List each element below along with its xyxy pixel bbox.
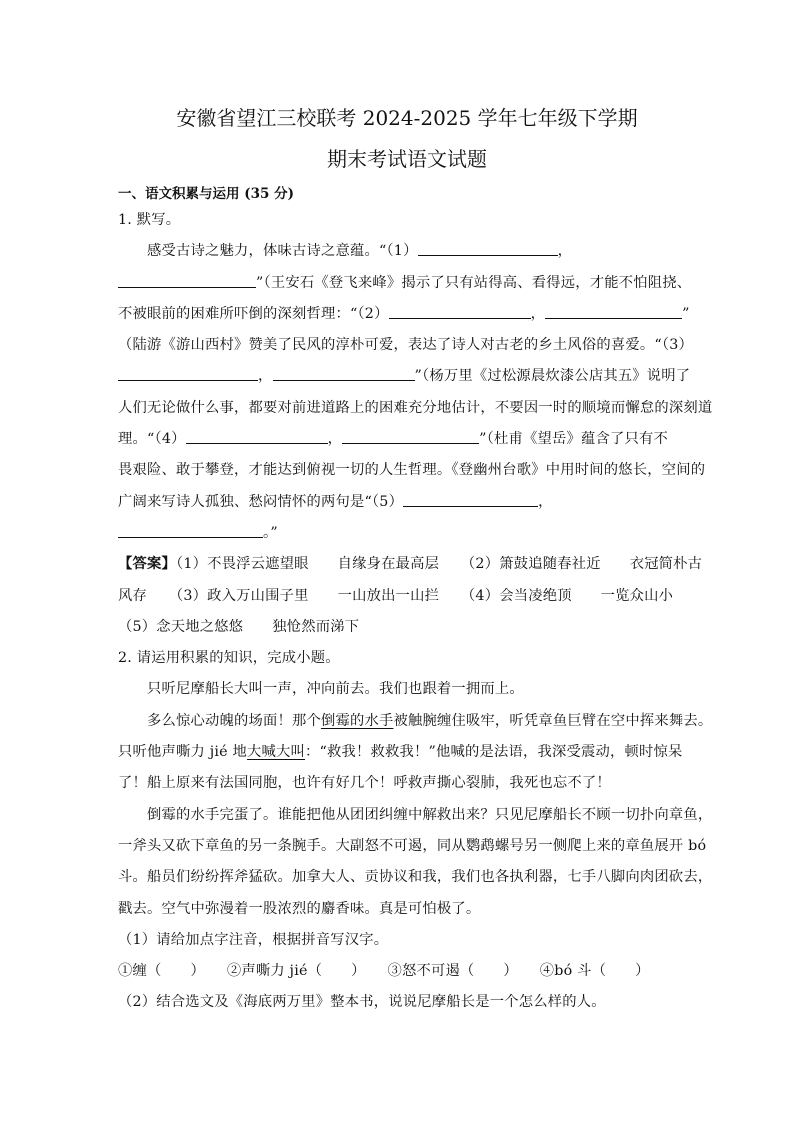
- text: ”（王安石《登飞来峰》揭示了只有站得高、看得远，才能不怕阻挠、: [256, 274, 692, 291]
- passage-line: 了！船上原来有法国同胞，也许有好几个！呼救声撕心裂肺，我死也忘不了！: [118, 775, 611, 792]
- question-1-label: 1. 默写。: [118, 212, 181, 228]
- section-heading: 一、语文积累与运用 (35 分): [118, 186, 294, 202]
- answer-blank[interactable]: [118, 366, 258, 381]
- sub-question-1: （1）请给加点字注音，根据拼音写汉字。: [118, 931, 389, 948]
- passage-line: 只听尼摩船长大叫一声，冲向前去。我们也跟着一拥而上。: [147, 681, 524, 698]
- answer-blank[interactable]: [418, 241, 558, 256]
- answer-blank[interactable]: [403, 492, 538, 507]
- text: ：“救我！救救我！”他喊的是法语，我深受震动，顿时惊呆: [305, 744, 683, 761]
- passage-line: [118, 706, 713, 737]
- answer-blank[interactable]: [342, 429, 479, 444]
- answer-blank[interactable]: [118, 523, 263, 538]
- text: 被触腕缠住吸牢，听凭章鱼巨臂在空中挥来舞去。: [393, 712, 713, 729]
- text: ”（杜甫《望岳》蕴含了只有不: [479, 431, 668, 448]
- passage-line: 倒霉的水手完蛋了。谁能把他从团团纠缠中解救出来？只见尼摩船长不顾一切扑向章鱼，: [147, 806, 713, 823]
- text: 。”: [263, 524, 278, 541]
- question-1-line: [118, 299, 696, 330]
- answer-line: （5）念天地之悠悠 独怆然而涕下: [118, 618, 360, 635]
- passage-line: 斗。船员们纷纷挥斧猛砍。加拿大人、贡协议和我，我们也各执利器，七手八脚向肉团砍去，: [118, 869, 713, 886]
- question-1-line: 人们无论做什么事，都要对前进道路上的困难充分地估计，不要因一时的顺境而懈怠的深刻道: [118, 399, 713, 416]
- answer-line: [118, 549, 703, 580]
- question-1-line: [118, 487, 696, 518]
- sub-question-2: （2）结合选文及《海底两万里》整本书，说说尼摩船长是一个怎么样的人。: [118, 994, 606, 1011]
- underlined-phrase: 大喊大叫: [247, 744, 306, 761]
- question-2-label: 2. 请运用积累的知识，完成小题。: [118, 650, 340, 667]
- passage-line: 一斧头又砍下章鱼的另一条腕手。大副怒不可遏，同从鹦鹉螺号另一侧爬上来的章鱼展开 bó: [118, 837, 707, 854]
- answer-tag: 【答案】: [118, 556, 176, 573]
- question-1-line: [118, 268, 696, 299]
- text: （1）不畏浮云遮望眼 自缘身在最高层 （2）箫鼓追随春社近 衣冠简朴古: [176, 556, 703, 573]
- question-1: [118, 205, 713, 549]
- text: 不被眼前的困难所吓倒的深刻哲理：“（2）: [118, 305, 389, 322]
- question-1-line: [118, 236, 696, 267]
- passage-line: 戳去。空气中弥漫着一股浓烈的麝香味。真是可怕极了。: [118, 900, 481, 917]
- text: ，: [538, 493, 553, 510]
- question-1-line: [118, 424, 696, 455]
- text: 只听他声嘶力 jié 地: [118, 744, 248, 761]
- text: 感受古诗之魅力，体味古诗之意蕴。“（1）: [147, 243, 418, 260]
- answer-blank[interactable]: [389, 304, 531, 319]
- answer-blank[interactable]: [545, 304, 682, 319]
- question-1-line: [118, 361, 696, 392]
- text: 多么惊心动魄的场面！那个: [147, 712, 321, 729]
- sub-question-1-options: ①缠（ ） ②声嘶力 jié（ ） ③怒不可遏（ ） ④bó 斗（ ）: [118, 963, 650, 980]
- text: ，: [557, 243, 573, 260]
- text: 广阔来写诗人孤独、愁闷情怀的两句是“（5）: [118, 493, 404, 510]
- question-1-line: （陆游《游山西村》赞美了民风的淳朴可爱，表达了诗人对古老的乡土风俗的喜爱。“（3）: [118, 337, 694, 354]
- question-1-line: [118, 518, 696, 549]
- answer-blank[interactable]: [118, 273, 256, 288]
- answer-line: 风存 （3）政入万山围子里 一山放出一山拦 （4）会当凌绝顶 一览众山小: [118, 587, 674, 604]
- text: ”（杨万里《过松源晨炊漆公店其五》说明了: [414, 368, 691, 385]
- question-2: [118, 643, 713, 1019]
- answer-blank[interactable]: [273, 366, 415, 381]
- passage-line: [118, 737, 696, 768]
- text: ，: [327, 431, 343, 448]
- question-1-line: 畏艰险、敢于攀登，才能达到俯视一切的人生哲理。《登幽州台歌》中用时间的悠长，空间的: [118, 462, 706, 479]
- text: ，: [258, 368, 273, 385]
- text: 理。“（4）: [118, 431, 186, 448]
- text: ，: [530, 305, 546, 322]
- exam-title-line1: 安徽省望江三校联考 2024-2025 学年七年级下学期: [176, 106, 638, 130]
- answer-block: [118, 549, 703, 643]
- exam-title-line2: 期末考试语文试题: [327, 147, 487, 171]
- text: ”: [682, 305, 690, 322]
- answer-blank[interactable]: [186, 429, 328, 444]
- underlined-phrase: 倒霉的水手: [320, 712, 394, 729]
